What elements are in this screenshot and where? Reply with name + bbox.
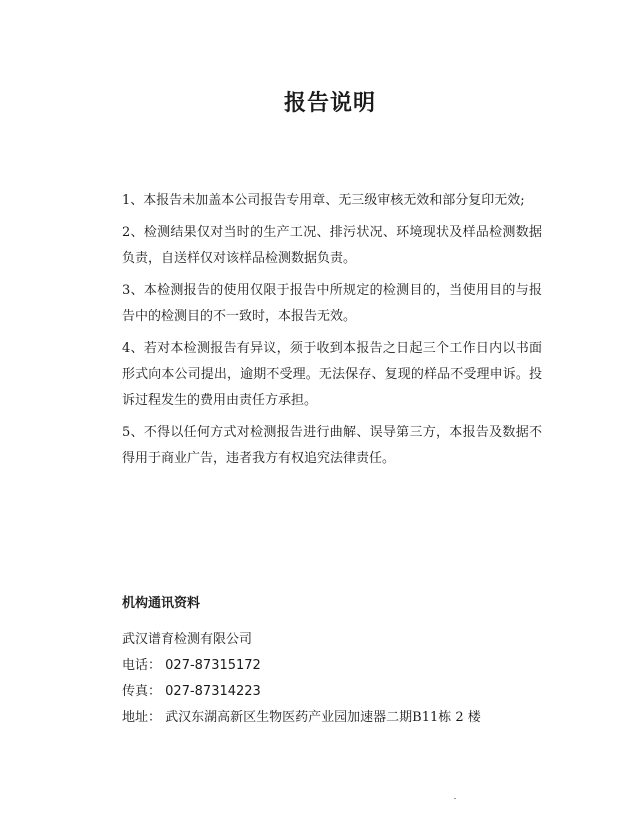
phone-number: 027-87315172 — [165, 658, 261, 673]
fax-number: 027-87314223 — [165, 684, 261, 699]
phone-label: 电话： — [122, 658, 162, 673]
report-notes-list — [122, 188, 542, 478]
phone-line — [122, 653, 562, 679]
note-item-1: 1、本报告未加盖本公司报告专用章、无三级审核无效和部分复印无效; — [122, 193, 525, 208]
note-item-3: 3、本检测报告的使用仅限于报告中所规定的检测目的，当使用目的与报告中的检测目的不一致时，本报告无效。 — [122, 283, 542, 324]
fax-line — [122, 679, 562, 705]
contact-section — [122, 591, 562, 731]
company-name: 武汉谱育检测有限公司 — [122, 632, 253, 647]
fax-label: 传真： — [122, 684, 162, 699]
note-item-2: 2、检测结果仅对当时的生产工况、排污状况、环境现状及样品检测数据负责，自送样仅对该样品检测数据负责。 — [122, 225, 542, 266]
address-text: 武汉东湖高新区生物医药产业园加速器二期B11栋 2 楼 — [165, 710, 481, 725]
note-item-4: 4、若对本检测报告有异议，须于收到本报告之日起三个工作日内以书面形式向本公司提出，逾期不受理。无法保存、复现的样品不受理申诉。投诉过程发生的费用由责任方承担。 — [122, 341, 542, 408]
page-title: 报告说明 — [283, 91, 376, 116]
scan-speck — [454, 798, 456, 799]
contact-heading: 机构通讯资料 — [122, 596, 201, 611]
note-item-5: 5、不得以任何方式对检测报告进行曲解、误导第三方，本报告及数据不得用于商业广告，违者我方有权追究法律责任。 — [122, 425, 542, 466]
address-line — [122, 705, 562, 731]
address-label: 地址： — [122, 710, 162, 725]
